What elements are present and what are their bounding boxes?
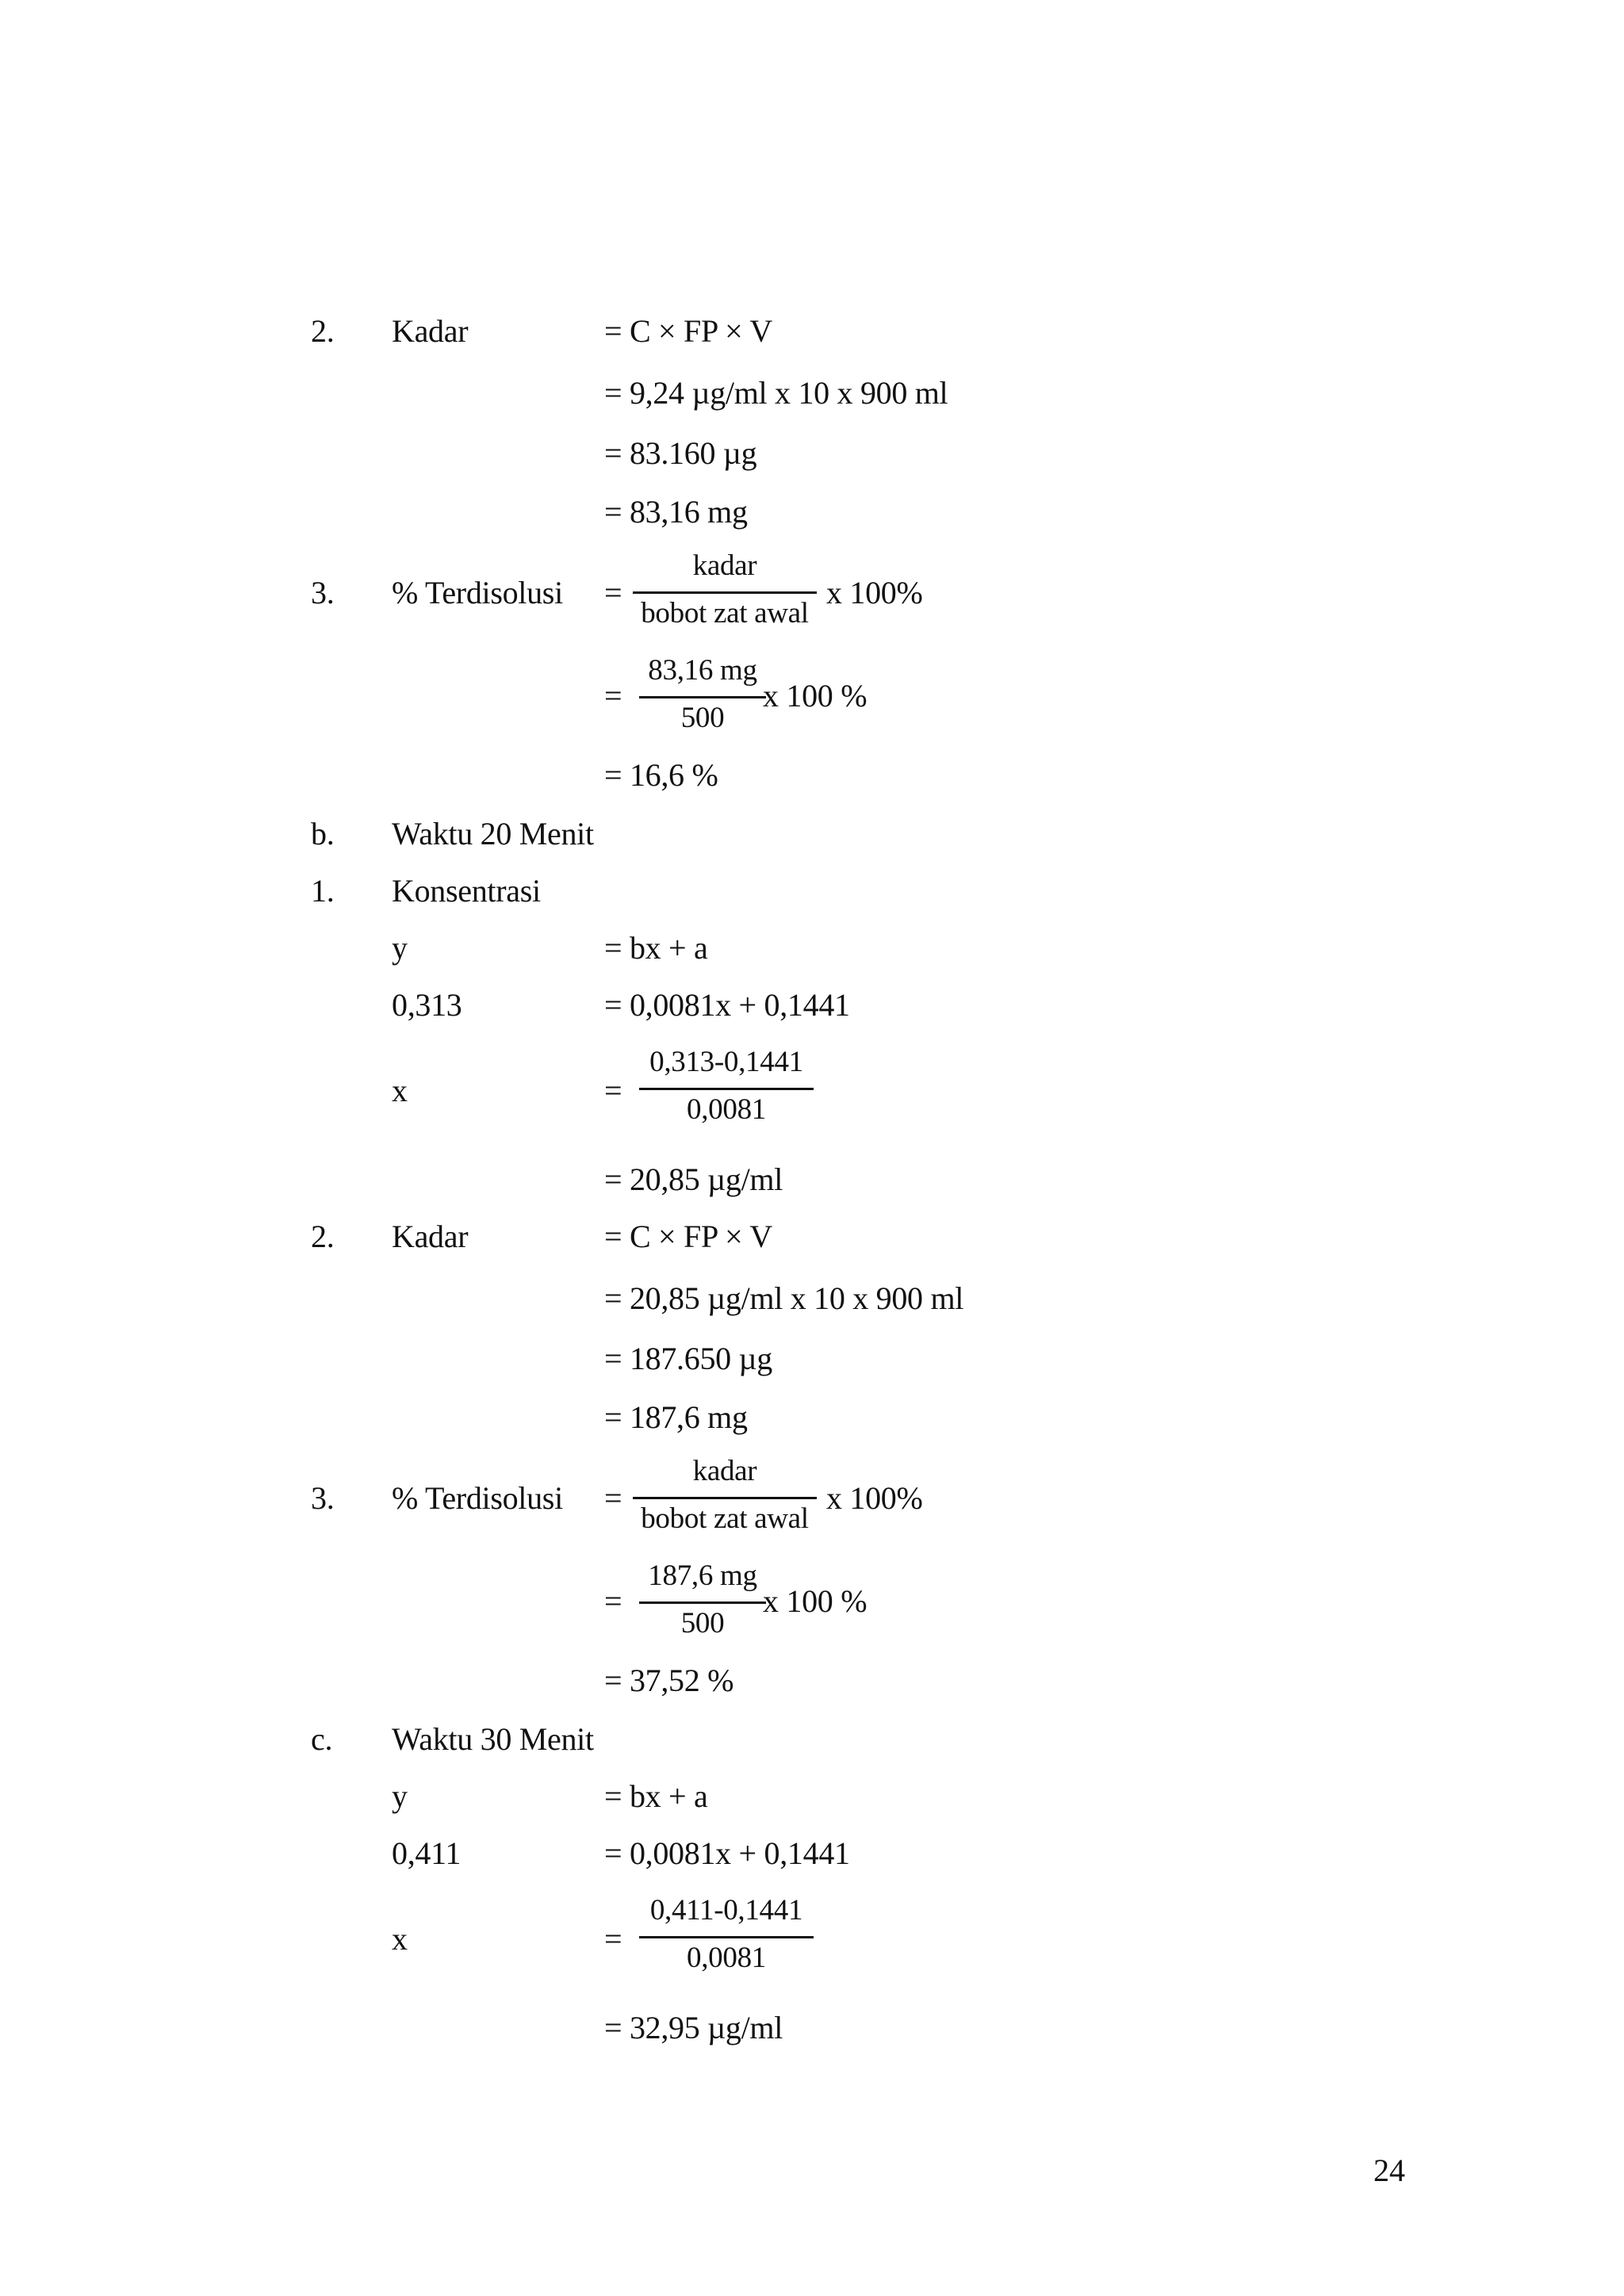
fraction-denominator: bobot zat awal <box>641 597 809 629</box>
kadar-label: Kadar <box>392 1219 469 1254</box>
fraction-numerator: kadar <box>692 1455 757 1487</box>
regression-x-fraction <box>639 1893 814 1985</box>
kadar-substitution: = 20,85 µg/ml x 10 x 900 ml <box>604 1280 964 1316</box>
absorbance-value: 0,411 <box>392 1835 462 1871</box>
regression-substitution: = 0,0081x + 0,1441 <box>604 1835 850 1871</box>
concentration-result: = 32,95 µg/ml <box>604 2010 783 2045</box>
fraction-numerator: 187,6 mg <box>648 1559 757 1592</box>
fraction-denominator: 0,0081 <box>687 1942 766 1974</box>
kadar-result-mg: = 83,16 mg <box>604 494 748 530</box>
terdisolusi-equals: = <box>604 1480 622 1516</box>
terdisolusi-fraction <box>633 549 817 641</box>
fraction-bar <box>639 1088 814 1090</box>
terdisolusi-label: % Terdisolusi <box>392 575 563 610</box>
terdisolusi-label: % Terdisolusi <box>392 1480 563 1516</box>
fraction-bar <box>633 591 817 594</box>
regression-x-equals: = <box>604 1073 622 1108</box>
fraction-bar <box>639 696 766 698</box>
fraction-denominator: 0,0081 <box>687 1093 766 1126</box>
fraction-numerator: 0,411-0,1441 <box>649 1894 803 1927</box>
terdisolusi-result: = 16,6 % <box>604 757 718 793</box>
kadar-result-ug: = 83.160 µg <box>604 435 757 471</box>
regression-equation: = bx + a <box>604 1778 708 1814</box>
fraction-bar <box>639 1936 814 1938</box>
fraction-denominator: 500 <box>680 702 725 734</box>
fraction-numerator: 0,313-0,1441 <box>649 1046 803 1078</box>
section-title: Waktu 30 Menit <box>392 1721 594 1757</box>
regression-equation: = bx + a <box>604 930 708 966</box>
fraction-bar <box>633 1497 817 1499</box>
regression-x-equals: = <box>604 1921 622 1957</box>
kadar-result-mg: = 187,6 mg <box>604 1399 748 1435</box>
terdisolusi-result: = 37,52 % <box>604 1663 734 1698</box>
fraction-bar <box>639 1601 766 1604</box>
section-title: Waktu 20 Menit <box>392 816 594 851</box>
terdisolusi-equals: = <box>604 1583 622 1619</box>
kadar-step-number: 2. <box>311 1219 335 1254</box>
terdisolusi-fraction <box>639 1559 766 1651</box>
regression-substitution: = 0,0081x + 0,1441 <box>604 987 850 1023</box>
terdisolusi-equals: = <box>604 575 622 610</box>
regression-x-label: x <box>392 1073 408 1108</box>
terdisolusi-multiplier: x 100 % <box>763 678 868 714</box>
kadar-formula: = C × FP × V <box>604 1219 772 1254</box>
terdisolusi-fraction <box>633 1454 817 1546</box>
regression-x-label: x <box>392 1921 408 1957</box>
terdisolusi-multiplier: x 100% <box>826 1480 923 1516</box>
subsection-title: Konsentrasi <box>392 873 541 909</box>
subsection-number: 1. <box>311 873 335 909</box>
terdisolusi-fraction <box>639 653 766 745</box>
fraction-denominator: bobot zat awal <box>641 1502 809 1535</box>
terdisolusi-step-number: 3. <box>311 1480 335 1516</box>
fraction-denominator: 500 <box>680 1607 725 1640</box>
section-letter: b. <box>311 816 335 851</box>
absorbance-value: 0,313 <box>392 987 462 1023</box>
kadar-step-number: 2. <box>311 313 335 349</box>
kadar-formula: = C × FP × V <box>604 313 772 349</box>
terdisolusi-step-number: 3. <box>311 575 335 610</box>
terdisolusi-equals: = <box>604 678 622 714</box>
regression-x-fraction <box>639 1045 814 1137</box>
regression-y-label: y <box>392 1778 408 1814</box>
kadar-label: Kadar <box>392 313 469 349</box>
terdisolusi-multiplier: x 100 % <box>763 1583 868 1619</box>
regression-y-label: y <box>392 930 408 966</box>
terdisolusi-multiplier: x 100% <box>826 575 923 610</box>
kadar-result-ug: = 187.650 µg <box>604 1341 773 1376</box>
kadar-substitution: = 9,24 µg/ml x 10 x 900 ml <box>604 375 948 411</box>
page-number: 24 <box>1373 2152 1405 2188</box>
fraction-numerator: kadar <box>692 549 757 582</box>
section-letter: c. <box>311 1721 333 1757</box>
concentration-result: = 20,85 µg/ml <box>604 1161 783 1197</box>
fraction-numerator: 83,16 mg <box>648 654 757 687</box>
